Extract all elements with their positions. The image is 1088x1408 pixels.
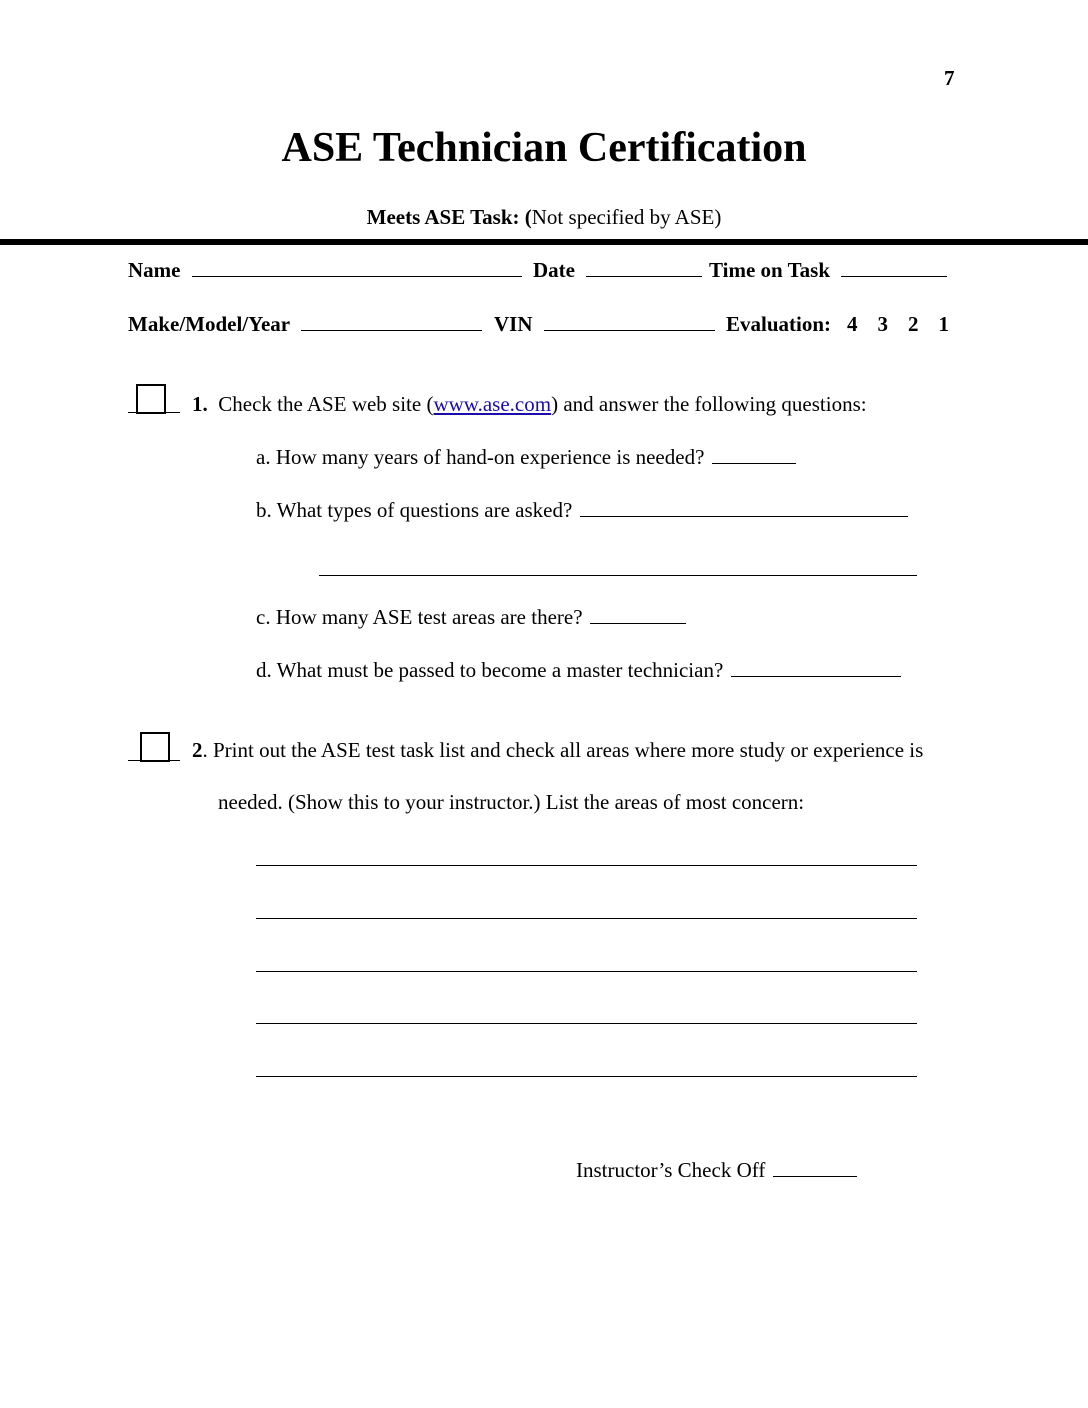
date-field: [533, 258, 702, 283]
task1-checkbox[interactable]: [136, 384, 166, 414]
task2-checkbox[interactable]: [140, 732, 170, 762]
concern-answer-line-3[interactable]: [256, 971, 917, 972]
subtitle: [0, 205, 1088, 230]
task2-number: 2: [192, 738, 203, 762]
make-model-year-field: [128, 312, 482, 337]
question-b-blank[interactable]: [580, 498, 908, 517]
evaluation-option-4[interactable]: 4: [847, 312, 858, 336]
question-b-text: b. What types of questions are asked?: [256, 498, 573, 522]
task1-text-before: Check the ASE web site (: [218, 392, 434, 416]
evaluation-option-1[interactable]: 1: [938, 312, 950, 336]
task2-instruction-line1: [192, 738, 923, 763]
page-title: ASE Technician Certification: [281, 125, 807, 171]
instructor-check-off-label: Instructor’s Check Off: [576, 1158, 766, 1182]
evaluation-field: [726, 312, 949, 337]
name-blank[interactable]: [192, 258, 522, 277]
instructor-check-off-blank[interactable]: [773, 1158, 857, 1177]
evaluation-option-2[interactable]: 2: [908, 312, 919, 336]
concern-answer-line-1[interactable]: [256, 865, 917, 866]
concern-answer-line-2[interactable]: [256, 918, 917, 919]
subtitle-label: Meets ASE Task: (: [366, 205, 532, 229]
question-d-blank[interactable]: [731, 658, 901, 677]
header-divider: [0, 239, 1088, 245]
make-model-year-blank[interactable]: [301, 312, 482, 331]
name-label: Name: [128, 258, 181, 282]
question-c: [256, 605, 686, 630]
time-on-task-blank[interactable]: [841, 258, 947, 277]
name-field: [128, 258, 522, 283]
task1-text-after: ) and answer the following questions:: [551, 392, 867, 416]
concern-answer-line-5[interactable]: [256, 1076, 917, 1077]
evaluation-label: Evaluation:: [726, 312, 832, 336]
task2-instruction-line2: needed. (Show this to your instructor.) List the areas of most concern:: [218, 790, 805, 814]
subtitle-value: Not specified by ASE): [531, 205, 722, 229]
instructor-check-off: [576, 1158, 857, 1183]
question-d: [256, 658, 901, 683]
task2-text-line1: . Print out the ASE test task list and check all areas where more study or experience is: [202, 738, 924, 762]
time-on-task-label: Time on Task: [709, 258, 831, 282]
vin-field: [494, 312, 715, 337]
question-b-answer-line[interactable]: [319, 575, 917, 576]
question-b: [256, 498, 908, 523]
task1-number: 1.: [192, 392, 208, 416]
vin-label: VIN: [494, 312, 533, 336]
time-on-task-field: [709, 258, 947, 283]
question-d-text: d. What must be passed to become a master technician?: [256, 658, 724, 682]
question-c-text: c. How many ASE test areas are there?: [256, 605, 583, 629]
task1-instruction: [192, 392, 867, 417]
ase-website-link[interactable]: www.ase.com: [433, 392, 552, 416]
question-a-blank[interactable]: [712, 445, 796, 464]
date-label: Date: [533, 258, 575, 282]
question-a-text: a. How many years of hand-on experience is needed?: [256, 445, 705, 469]
vin-blank[interactable]: [544, 312, 715, 331]
page-number: 7: [944, 66, 955, 90]
evaluation-option-3[interactable]: 3: [877, 312, 889, 336]
question-a: [256, 445, 796, 470]
date-blank[interactable]: [586, 258, 702, 277]
concern-answer-line-4[interactable]: [256, 1023, 917, 1024]
make-model-year-label: Make/Model/Year: [128, 312, 290, 336]
question-c-blank[interactable]: [590, 605, 686, 624]
